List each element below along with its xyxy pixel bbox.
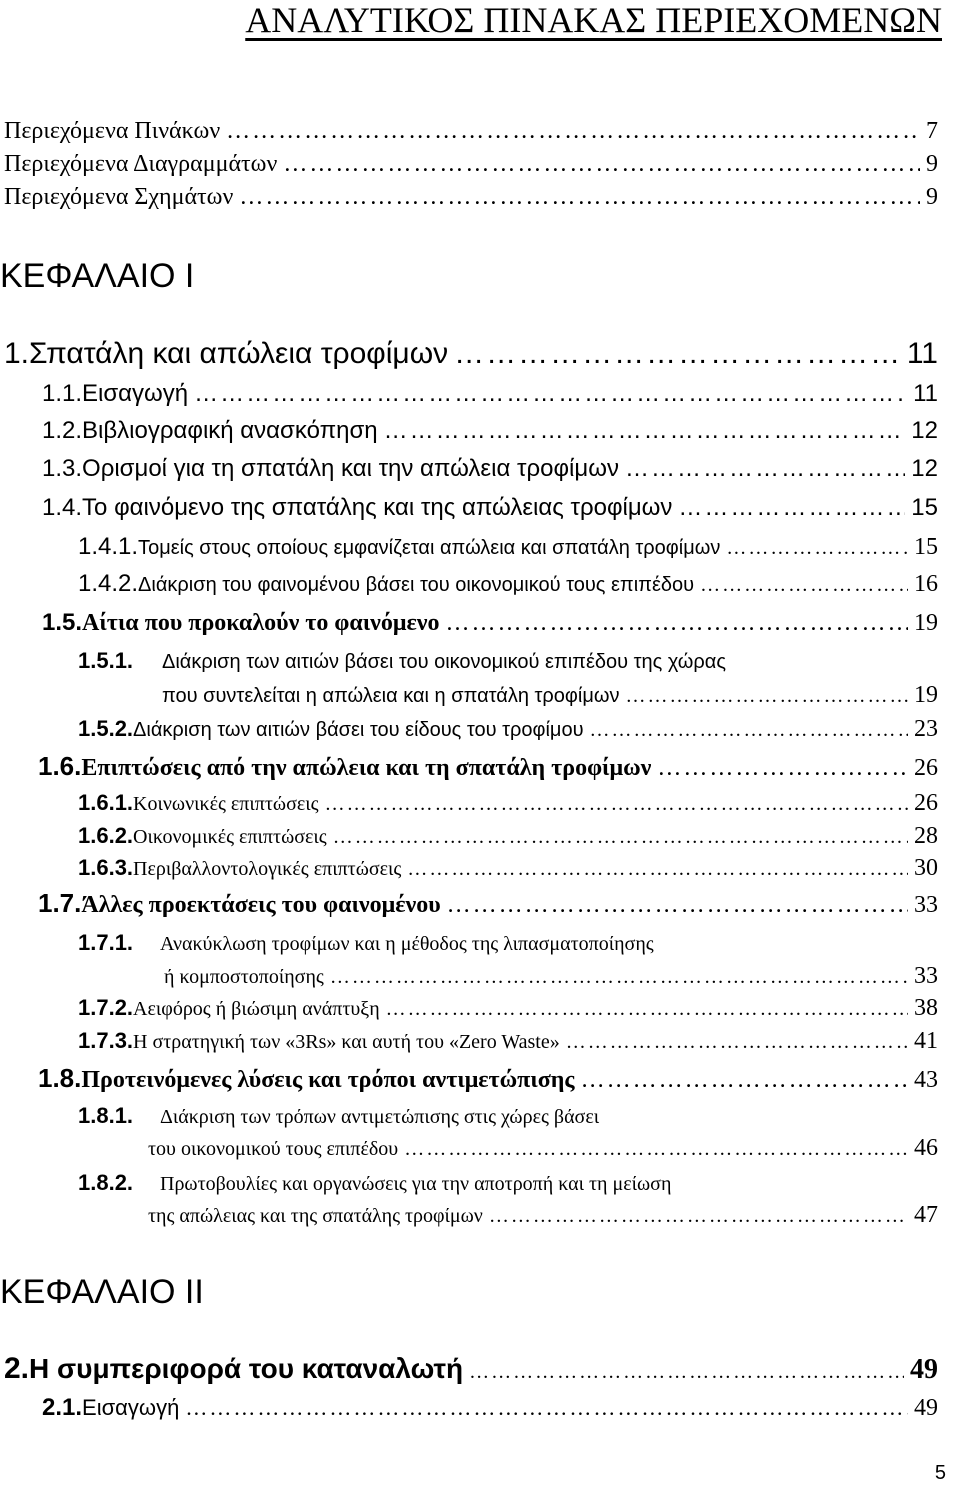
toc-section-1-1[interactable] [42, 380, 938, 408]
section-number: 1.5.2. [78, 716, 134, 741]
leader-dots [445, 610, 908, 638]
toc-entry-text: Κοινωνικές επιπτώσεις [133, 793, 319, 815]
toc-entry-text: Περιεχόμενα Πινάκων [4, 118, 221, 144]
toc-page-number: 11 [906, 337, 938, 370]
section-number: 2. [4, 1352, 30, 1385]
leader-dots [581, 1067, 908, 1095]
toc-entry-text: Διάκριση των τρόπων αντιμετώπισης στις χώρες βάσει [160, 1106, 600, 1128]
toc-section-1-7-1-continued[interactable] [164, 963, 938, 991]
section-number: 1.4. [42, 494, 83, 521]
leader-dots [625, 685, 908, 708]
toc-page-number: 15 [914, 534, 938, 560]
leader-dots [330, 966, 908, 989]
toc-section-1-2[interactable] [42, 417, 938, 445]
leader-dots [590, 719, 908, 742]
leader-dots [185, 1395, 908, 1420]
toc-page-number: 43 [914, 1067, 938, 1093]
toc-section-1-7-3[interactable] [78, 1028, 938, 1056]
leader-dots [678, 494, 905, 522]
toc-entry-text: Το φαινόμενο της σπατάλης και της απώλειας τροφίμων [82, 494, 673, 521]
page-number: 5 [934, 1462, 946, 1484]
toc-page-number: 33 [914, 963, 938, 989]
toc-section-1-6[interactable] [38, 752, 938, 783]
toc-entry-text: Πρωτοβουλίες και οργανώσεις για την αποτροπή και τη μείωση [160, 1173, 672, 1195]
toc-section-1-7-1[interactable] [78, 930, 938, 956]
toc-entry-text: Άλλες προεκτάσεις του φαινομένου [81, 892, 441, 918]
toc-page-number: 15 [911, 494, 938, 521]
toc-entry-text: που συντελείται η απώλεια και η σπατάλη τροφίμων [162, 685, 620, 707]
leader-dots [447, 892, 908, 920]
toc-page-number: 26 [914, 790, 938, 816]
toc-page-number: 46 [914, 1135, 938, 1161]
toc-entry-text: Τομείς στους οποίους εμφανίζεται απώλεια και σπατάλη τροφίμων [138, 537, 721, 559]
section-number: 1.6.1. [78, 790, 134, 815]
section-number: 1.4.1. [78, 533, 139, 560]
chapter-heading-1: ΚΕΦΑΛΑΙΟ Ι [0, 257, 195, 295]
leader-dots [657, 755, 908, 783]
toc-page-number: 30 [914, 855, 938, 881]
section-number: 1.3. [42, 455, 83, 482]
toc-entry-text: Εισαγωγή [82, 380, 189, 407]
toc-page-number: 41 [914, 1028, 938, 1054]
section-number: 1.1. [42, 380, 83, 407]
toc-section-1-3[interactable] [42, 455, 938, 483]
toc-entry-text: Η συμπεριφορά του καταναλωτή [29, 1353, 464, 1384]
toc-entry-diagrams[interactable] [4, 151, 938, 179]
section-number: 1.8. [38, 1063, 82, 1093]
toc-entry-text: Προτεινόμενες λύσεις και τρόποι αντιμετώπισης [81, 1067, 575, 1093]
toc-entry-text: του οικονομικού τους επιπέδου [148, 1138, 399, 1160]
section-number: 1.7. [38, 888, 82, 918]
section-number: 1.8.1. [78, 1103, 134, 1128]
toc-page-number: 19 [914, 610, 938, 636]
toc-page-number: 7 [926, 118, 938, 144]
leader-dots [283, 151, 920, 179]
section-number: 2.1. [42, 1394, 83, 1421]
toc-page-number: 12 [911, 417, 938, 444]
toc-section-1-5-2[interactable] [78, 716, 938, 744]
section-number: 1.7.2. [78, 995, 134, 1020]
section-number: 1.5. [42, 609, 83, 636]
toc-section-1-8-1[interactable] [78, 1103, 938, 1129]
section-number: 1.7.3. [78, 1028, 134, 1053]
toc-section-2-1[interactable] [42, 1394, 938, 1423]
toc-page-number: 28 [914, 823, 938, 849]
leader-dots [625, 455, 905, 483]
section-number: 1.6.3. [78, 855, 134, 880]
toc-page-number: 26 [914, 755, 938, 781]
leader-dots [407, 858, 908, 881]
leader-dots [489, 1205, 908, 1228]
toc-entry-text: Οικονομικές επιπτώσεις [133, 826, 327, 848]
chapter-heading-2: ΚΕΦΑΛΑΙΟ ΙΙ [0, 1273, 204, 1311]
toc-entry-text: Ορισμοί για τη σπατάλη και την απώλεια τροφίμων [82, 455, 619, 482]
toc-entry-text: Ανακύκλωση τροφίμων και η μέθοδος της λιπασματοποίησης [160, 933, 654, 955]
leader-dots [333, 826, 908, 849]
toc-page-number: 49 [910, 1354, 938, 1385]
section-number: 1.6. [38, 751, 82, 781]
toc-entry-text: Αειφόρος ή βιώσιμη ανάπτυξη [133, 998, 380, 1020]
toc-entry-text: Περιεχόμενα Διαγραμμάτων [4, 151, 278, 177]
toc-page-number: 38 [914, 995, 938, 1021]
toc-section-1-4[interactable] [42, 494, 938, 522]
toc-page-number: 9 [926, 151, 938, 177]
toc-section-1-6-2[interactable] [78, 823, 938, 851]
leader-dots [404, 1138, 908, 1161]
section-number: 1.7.1. [78, 930, 134, 955]
toc-section-1-5-1-continued[interactable] [162, 682, 938, 710]
toc-entry-figures[interactable] [4, 184, 938, 212]
toc-entry-text: Βιβλιογραφική ανασκόπηση [82, 417, 378, 444]
section-number: 1.8.2. [78, 1170, 134, 1195]
leader-dots [384, 417, 906, 445]
toc-entry-text: της απώλειας και της σπατάλης τροφίμων [148, 1205, 483, 1227]
toc-entry-text: ή κομποστοποίησης [164, 966, 324, 988]
toc-section-1-7-2[interactable] [78, 995, 938, 1023]
toc-entry-text: Επιπτώσεις από την απώλεια και τη σπατάλη τροφίμων [81, 755, 652, 781]
section-number: 1.4.2. [78, 570, 139, 597]
toc-page-number: 33 [914, 892, 938, 918]
leader-dots [226, 118, 920, 146]
leader-dots [325, 793, 908, 816]
toc-entry-text: Η στρατηγική των «3Rs» και αυτή του «Zero Waste» [133, 1031, 560, 1053]
page-title: ΑΝΑΛΥΤΙΚΟΣ ΠΙΝΑΚΑΣ ΠΕΡΙΕΧΟΜΕΝΩΝ [245, 0, 942, 40]
toc-entry-text: Περιβαλλοντολογικές επιπτώσεις [133, 858, 402, 880]
toc-page-number: 19 [914, 682, 938, 708]
toc-section-1-5-1[interactable] [78, 648, 938, 674]
toc-section-1-7[interactable] [38, 889, 938, 920]
toc-section-2[interactable] [4, 1352, 938, 1387]
section-number: 1.2. [42, 417, 83, 444]
toc-entry-text: Εισαγωγή [82, 1395, 180, 1420]
section-number: 1. [4, 337, 30, 370]
section-number: 1.6.2. [78, 823, 134, 848]
toc-section-1-8-1-continued[interactable] [148, 1135, 938, 1163]
toc-section-1-6-1[interactable] [78, 790, 938, 818]
leader-dots [566, 1031, 908, 1054]
leader-dots [469, 1361, 904, 1384]
toc-entry-text: Διάκριση του φαινομένου βάσει του οικονομικού τους επιπέδου [138, 574, 695, 596]
toc-entry-tables[interactable] [4, 118, 938, 146]
toc-section-1-8-2[interactable] [78, 1170, 938, 1196]
leader-dots [194, 380, 907, 408]
toc-page-number: 49 [914, 1395, 938, 1421]
toc-section-1-6-3[interactable] [78, 855, 938, 883]
toc-page-number: 11 [913, 380, 938, 407]
toc-section-1-5[interactable] [42, 609, 938, 638]
leader-dots [386, 998, 908, 1021]
toc-section-1[interactable] [4, 337, 938, 372]
toc-entry-text: Αίτια που προκαλούν το φαινόμενο [82, 610, 440, 636]
leader-dots [726, 537, 908, 560]
toc-page-number: 16 [914, 571, 938, 597]
toc-entry-text: Περιεχόμενα Σχημάτων [4, 184, 234, 210]
section-number: 1.5.1. [78, 648, 134, 673]
toc-page-number: 47 [914, 1202, 938, 1228]
toc-entry-text: Σπατάλη και απώλεια τροφίμων [29, 337, 449, 370]
toc-section-1-8-2-continued[interactable] [148, 1202, 938, 1230]
toc-section-1-4-2[interactable] [78, 570, 938, 599]
toc-page-number: 9 [926, 184, 938, 210]
toc-page-number: 23 [914, 716, 938, 742]
toc-page-number: 12 [911, 455, 938, 482]
toc-entry-text: Διάκριση των αιτιών βάσει του είδους του τροφίμου [133, 719, 584, 741]
leader-dots [700, 574, 908, 597]
toc-section-1-4-1[interactable] [78, 533, 938, 562]
toc-section-1-8[interactable] [38, 1064, 938, 1095]
leader-dots [239, 184, 920, 212]
leader-dots [454, 337, 901, 372]
toc-entry-text: Διάκριση των αιτιών βάσει του οικονομικού επιπέδου της χώρας [162, 651, 726, 673]
